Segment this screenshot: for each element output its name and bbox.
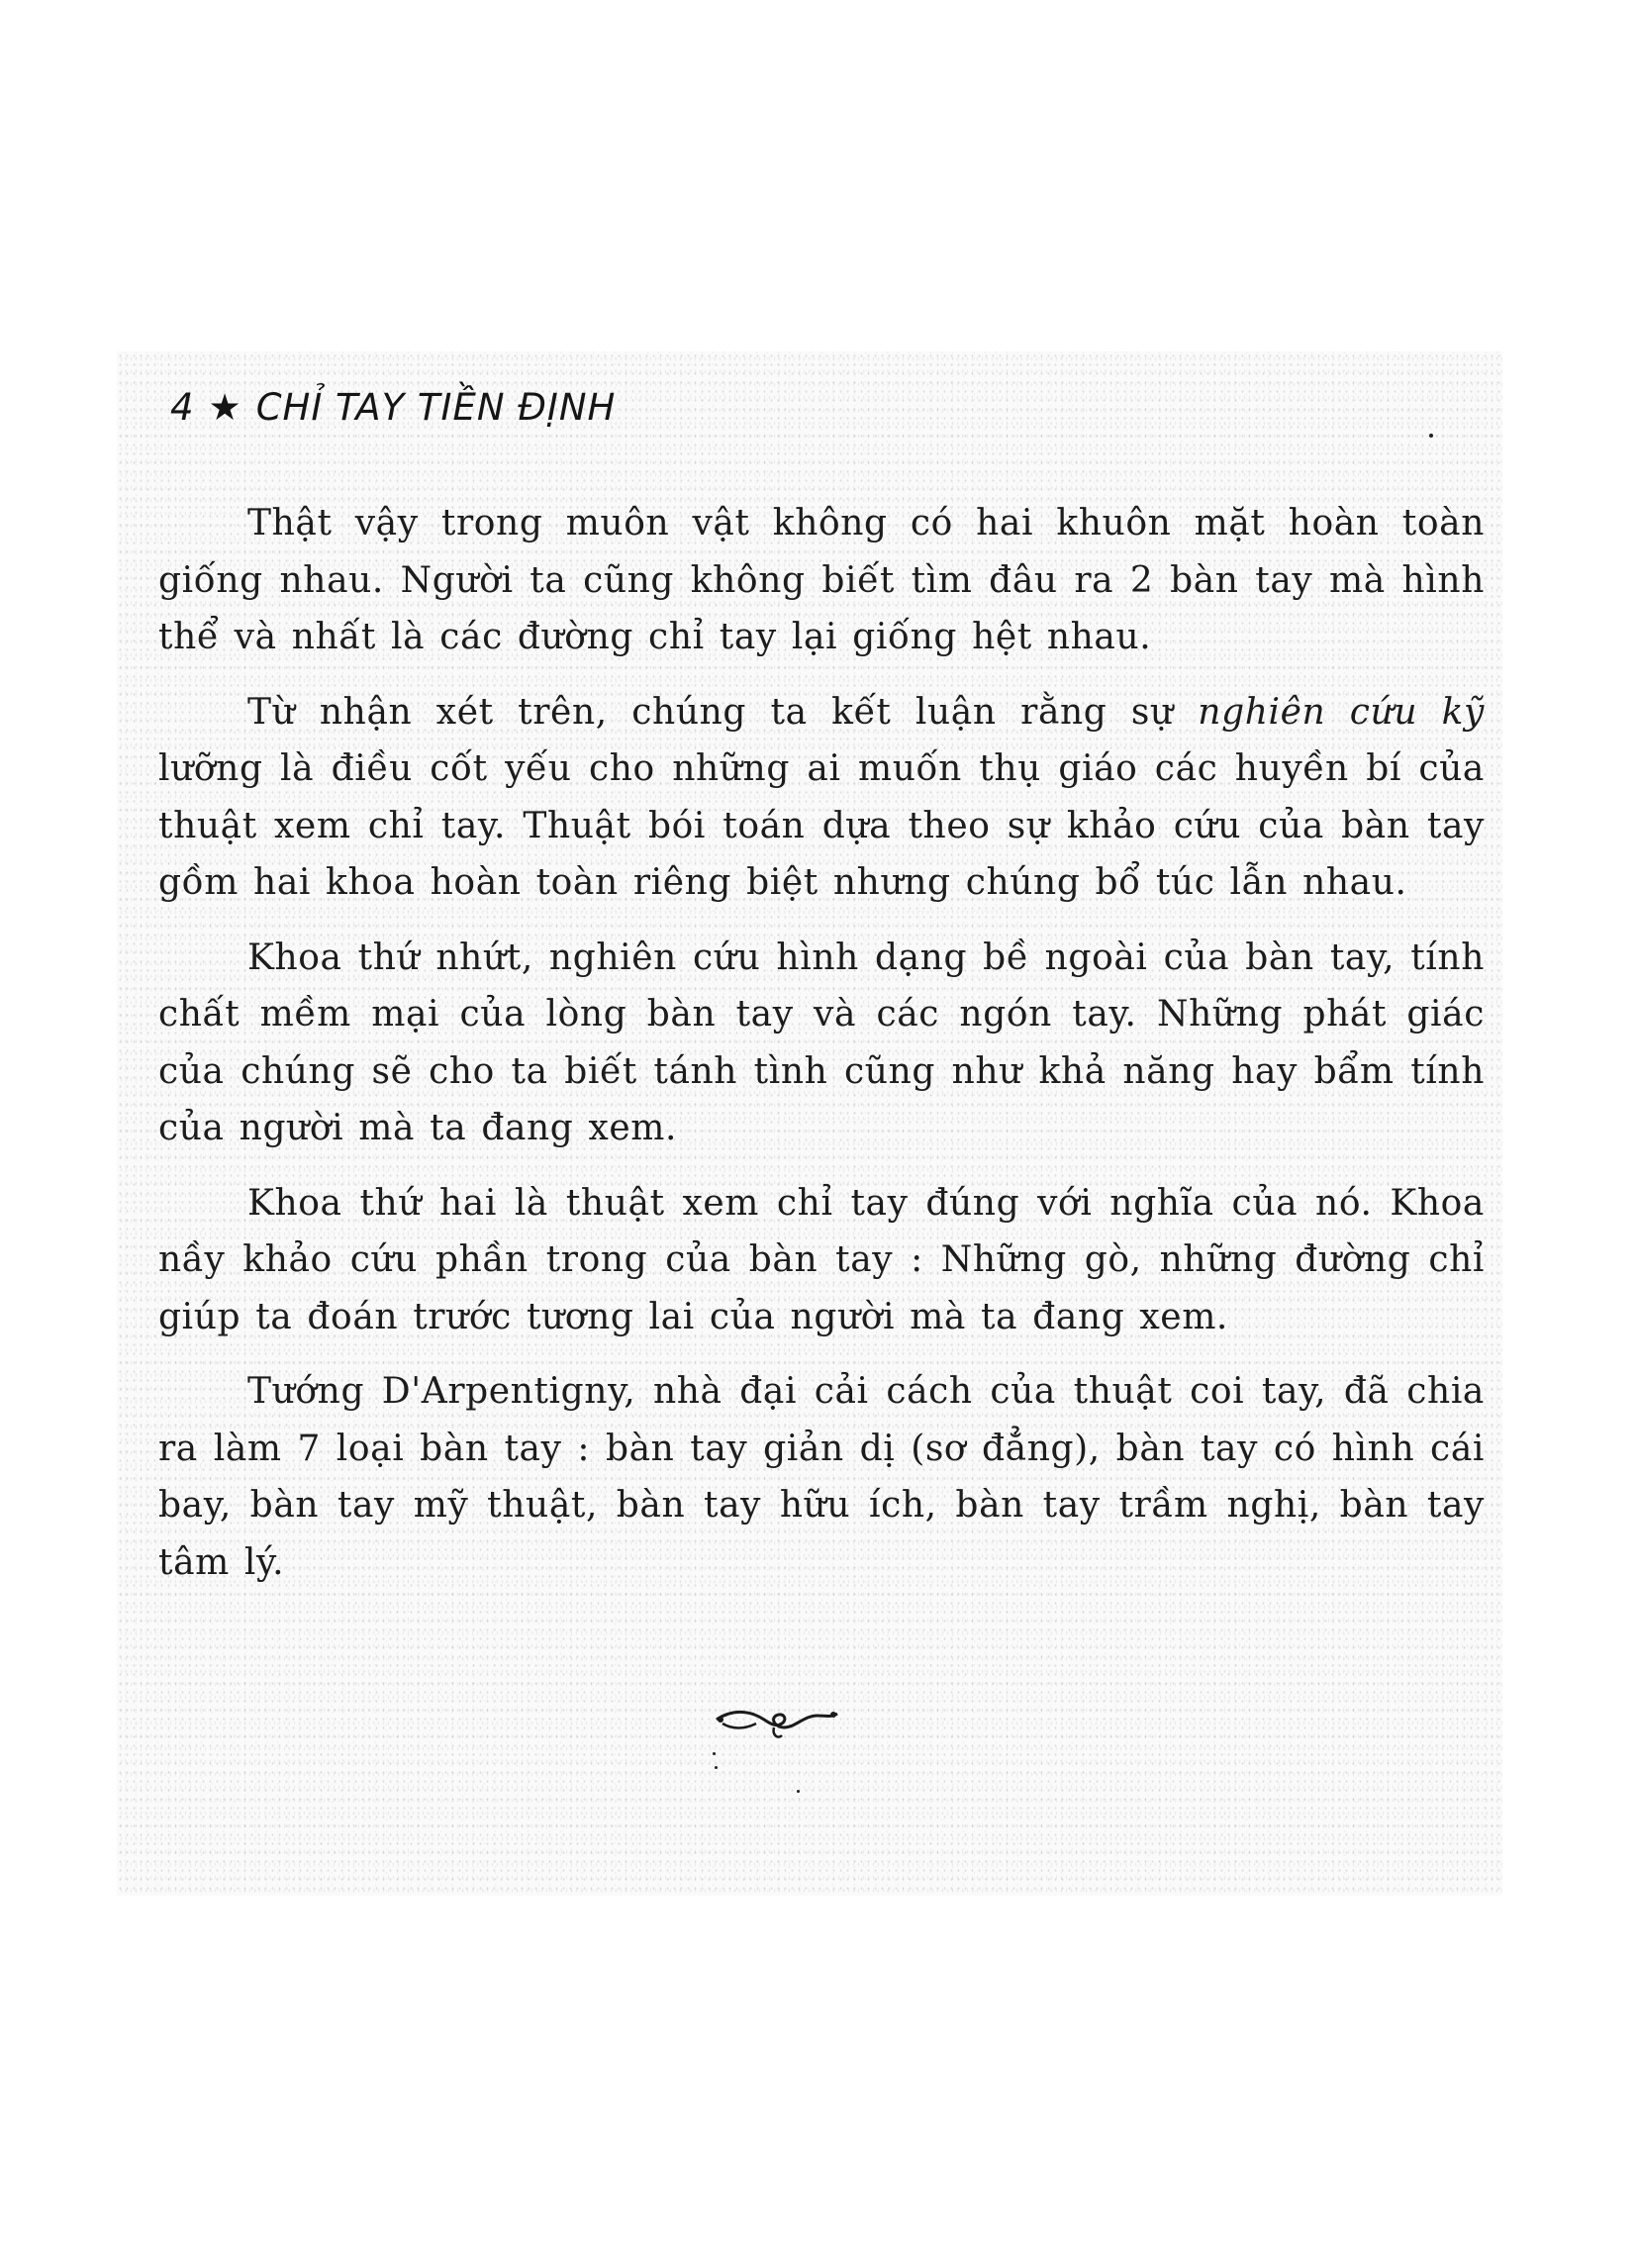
running-header (170, 386, 616, 429)
paragraph-2 (158, 684, 1485, 912)
star-icon: ★ (208, 386, 242, 429)
scan-speck (713, 1752, 716, 1755)
paragraph-2-end: lưỡng là điều cốt yếu cho những ai muốn thụ giáo các huyền bí của thuật xem chỉ tay. Thuật bói toán dựa theo sự khảo cứu của bàn tay gồm hai khoa hoàn toàn riêng biệt nhưng chúng bổ túc lẫn nhau. (158, 748, 1485, 903)
book-title: CHỈ TAY TIỀN ĐỊNH (255, 386, 617, 429)
scan-speck (1429, 434, 1433, 438)
paragraph-3: Khoa thứ nhứt, nghiên cứu hình dạng bề ngoài của bàn tay, tính chất mềm mại của lòng bàn tay và các ngón tay. Những phát giác của chúng sẽ cho ta biết tánh tình cũng như khả năng hay bẩm tính của người mà ta đang xem. (158, 937, 1485, 1148)
paragraph-5: Tướng D'Arpentigny, nhà đại cải cách của thuật coi tay, đã chia ra làm 7 loại bàn tay : bàn tay giản dị (sơ đẳng), bàn tay có hình cái bay, bàn tay mỹ thuật, bàn tay hữu ích, bàn tay trầm nghị, bàn tay tâm lý. (158, 1371, 1485, 1583)
paragraph-1: Thật vậy trong muôn vật không có hai khuôn mặt hoàn toàn giống nhau. Người ta cũng không biết tìm đâu ra 2 bàn tay mà hình thể và nhất là các đường chỉ tay lại giống hệt nhau. (158, 503, 1485, 657)
paragraph-4: Khoa thứ hai là thuật xem chỉ tay đúng với nghĩa của nó. Khoa nầy khảo cứu phần trong của bàn tay : Những gò, những đường chỉ giúp ta đoán trước tương lai của người mà ta đang xem. (158, 1182, 1485, 1337)
flourish-ornament-icon (713, 1698, 841, 1747)
scan-speck (797, 1790, 800, 1793)
page-number: 4 (170, 386, 195, 429)
body-text (158, 495, 1485, 1609)
paragraph-2-start: Từ nhận xét trên, chúng ta kết luận rằng sự (247, 691, 1199, 733)
emphasized-phrase: nghiên cứu kỹ (1198, 691, 1485, 733)
scan-speck (715, 1766, 718, 1769)
